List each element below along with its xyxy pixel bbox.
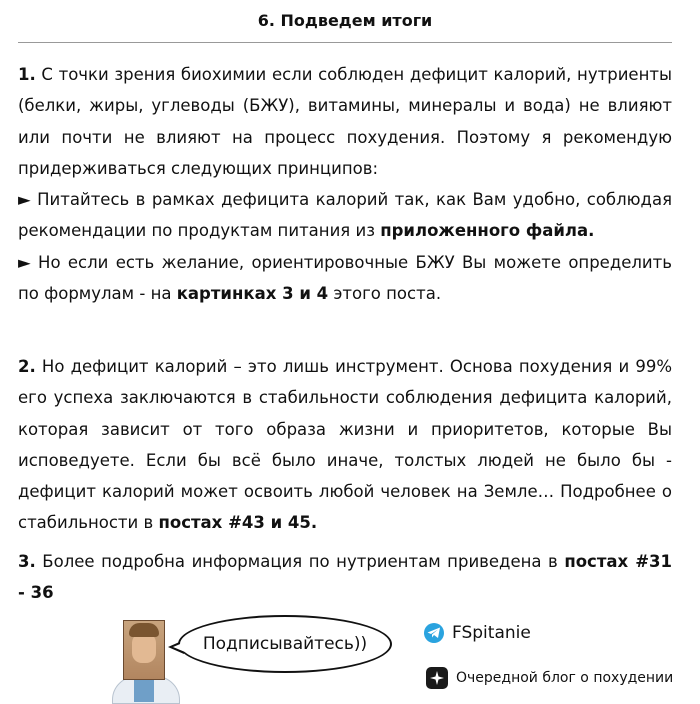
- author-face: [132, 633, 156, 663]
- blog-app-icon: [426, 667, 448, 689]
- bullet-1-text: Питайтесь в рамках дефицита калорий так, как Вам удобно, соблюдая рекомендации по продуктам питания из: [18, 190, 672, 241]
- bullet-2-tail: этого поста.: [328, 284, 442, 304]
- title-divider: [18, 42, 672, 43]
- telegram-link[interactable]: [424, 620, 531, 646]
- attached-file-link: приложенного файла.: [380, 221, 595, 241]
- point-1-number: 1.: [18, 65, 36, 84]
- point-3-number: 3.: [18, 552, 36, 571]
- telegram-handle: FSpitanie: [452, 623, 531, 643]
- bullet-item-1: [18, 184, 672, 247]
- point-1-text: С точки зрения биохимии если соблюден дефицит калорий, нутриенты (белки, жиры, углеводы (БЖУ), витамины, минералы и вода) не влияют или почти не влияют на процесс похудения. Поэтому я рекомендую придерживаться следующих принципов:: [18, 65, 672, 178]
- author-photo: [123, 620, 165, 680]
- bullet-2-marker: ►: [18, 252, 31, 272]
- point-2-text: Но дефицит калорий – это лишь инструмент. Основа похудения и 99% его успеха заключаются в стабильности соблюдения дефицита калорий, которая зависит от того образа жизни и приоритетов, которые Вы исповедуете. Если бы всё было иначе, толстых людей не было бы - дефицит калорий может освоить любой человек на Земле… Подробнее о стабильности в: [18, 357, 672, 533]
- point-3-text: Более подробна информация по нутриентам приведена в: [35, 552, 565, 571]
- pictures-reference: картинках 3 и 4: [176, 284, 329, 304]
- bullet-2-text: Но если есть желание, ориентировочные БЖУ Вы можете определить по формулам - на: [18, 252, 672, 304]
- subscribe-call: Подписывайтесь)): [202, 634, 368, 654]
- posts-43-45-reference: постах #43 и 45.: [158, 513, 318, 533]
- page-title: 6. Подведем итоги: [257, 11, 433, 30]
- point-2-number: 2.: [18, 357, 36, 376]
- posts-31-36-reference: постах #31 - 36: [18, 552, 672, 603]
- summary-point-1: [18, 59, 672, 309]
- author-hair: [129, 623, 159, 637]
- bullet-1-marker: ►: [18, 190, 31, 210]
- blog-name: Очередной блог о похудении: [456, 670, 674, 686]
- summary-point-2: [18, 351, 672, 539]
- bullet-item-2: [18, 247, 672, 310]
- blog-link[interactable]: [426, 664, 673, 692]
- summary-point-3: [18, 546, 672, 609]
- telegram-icon: [424, 623, 444, 643]
